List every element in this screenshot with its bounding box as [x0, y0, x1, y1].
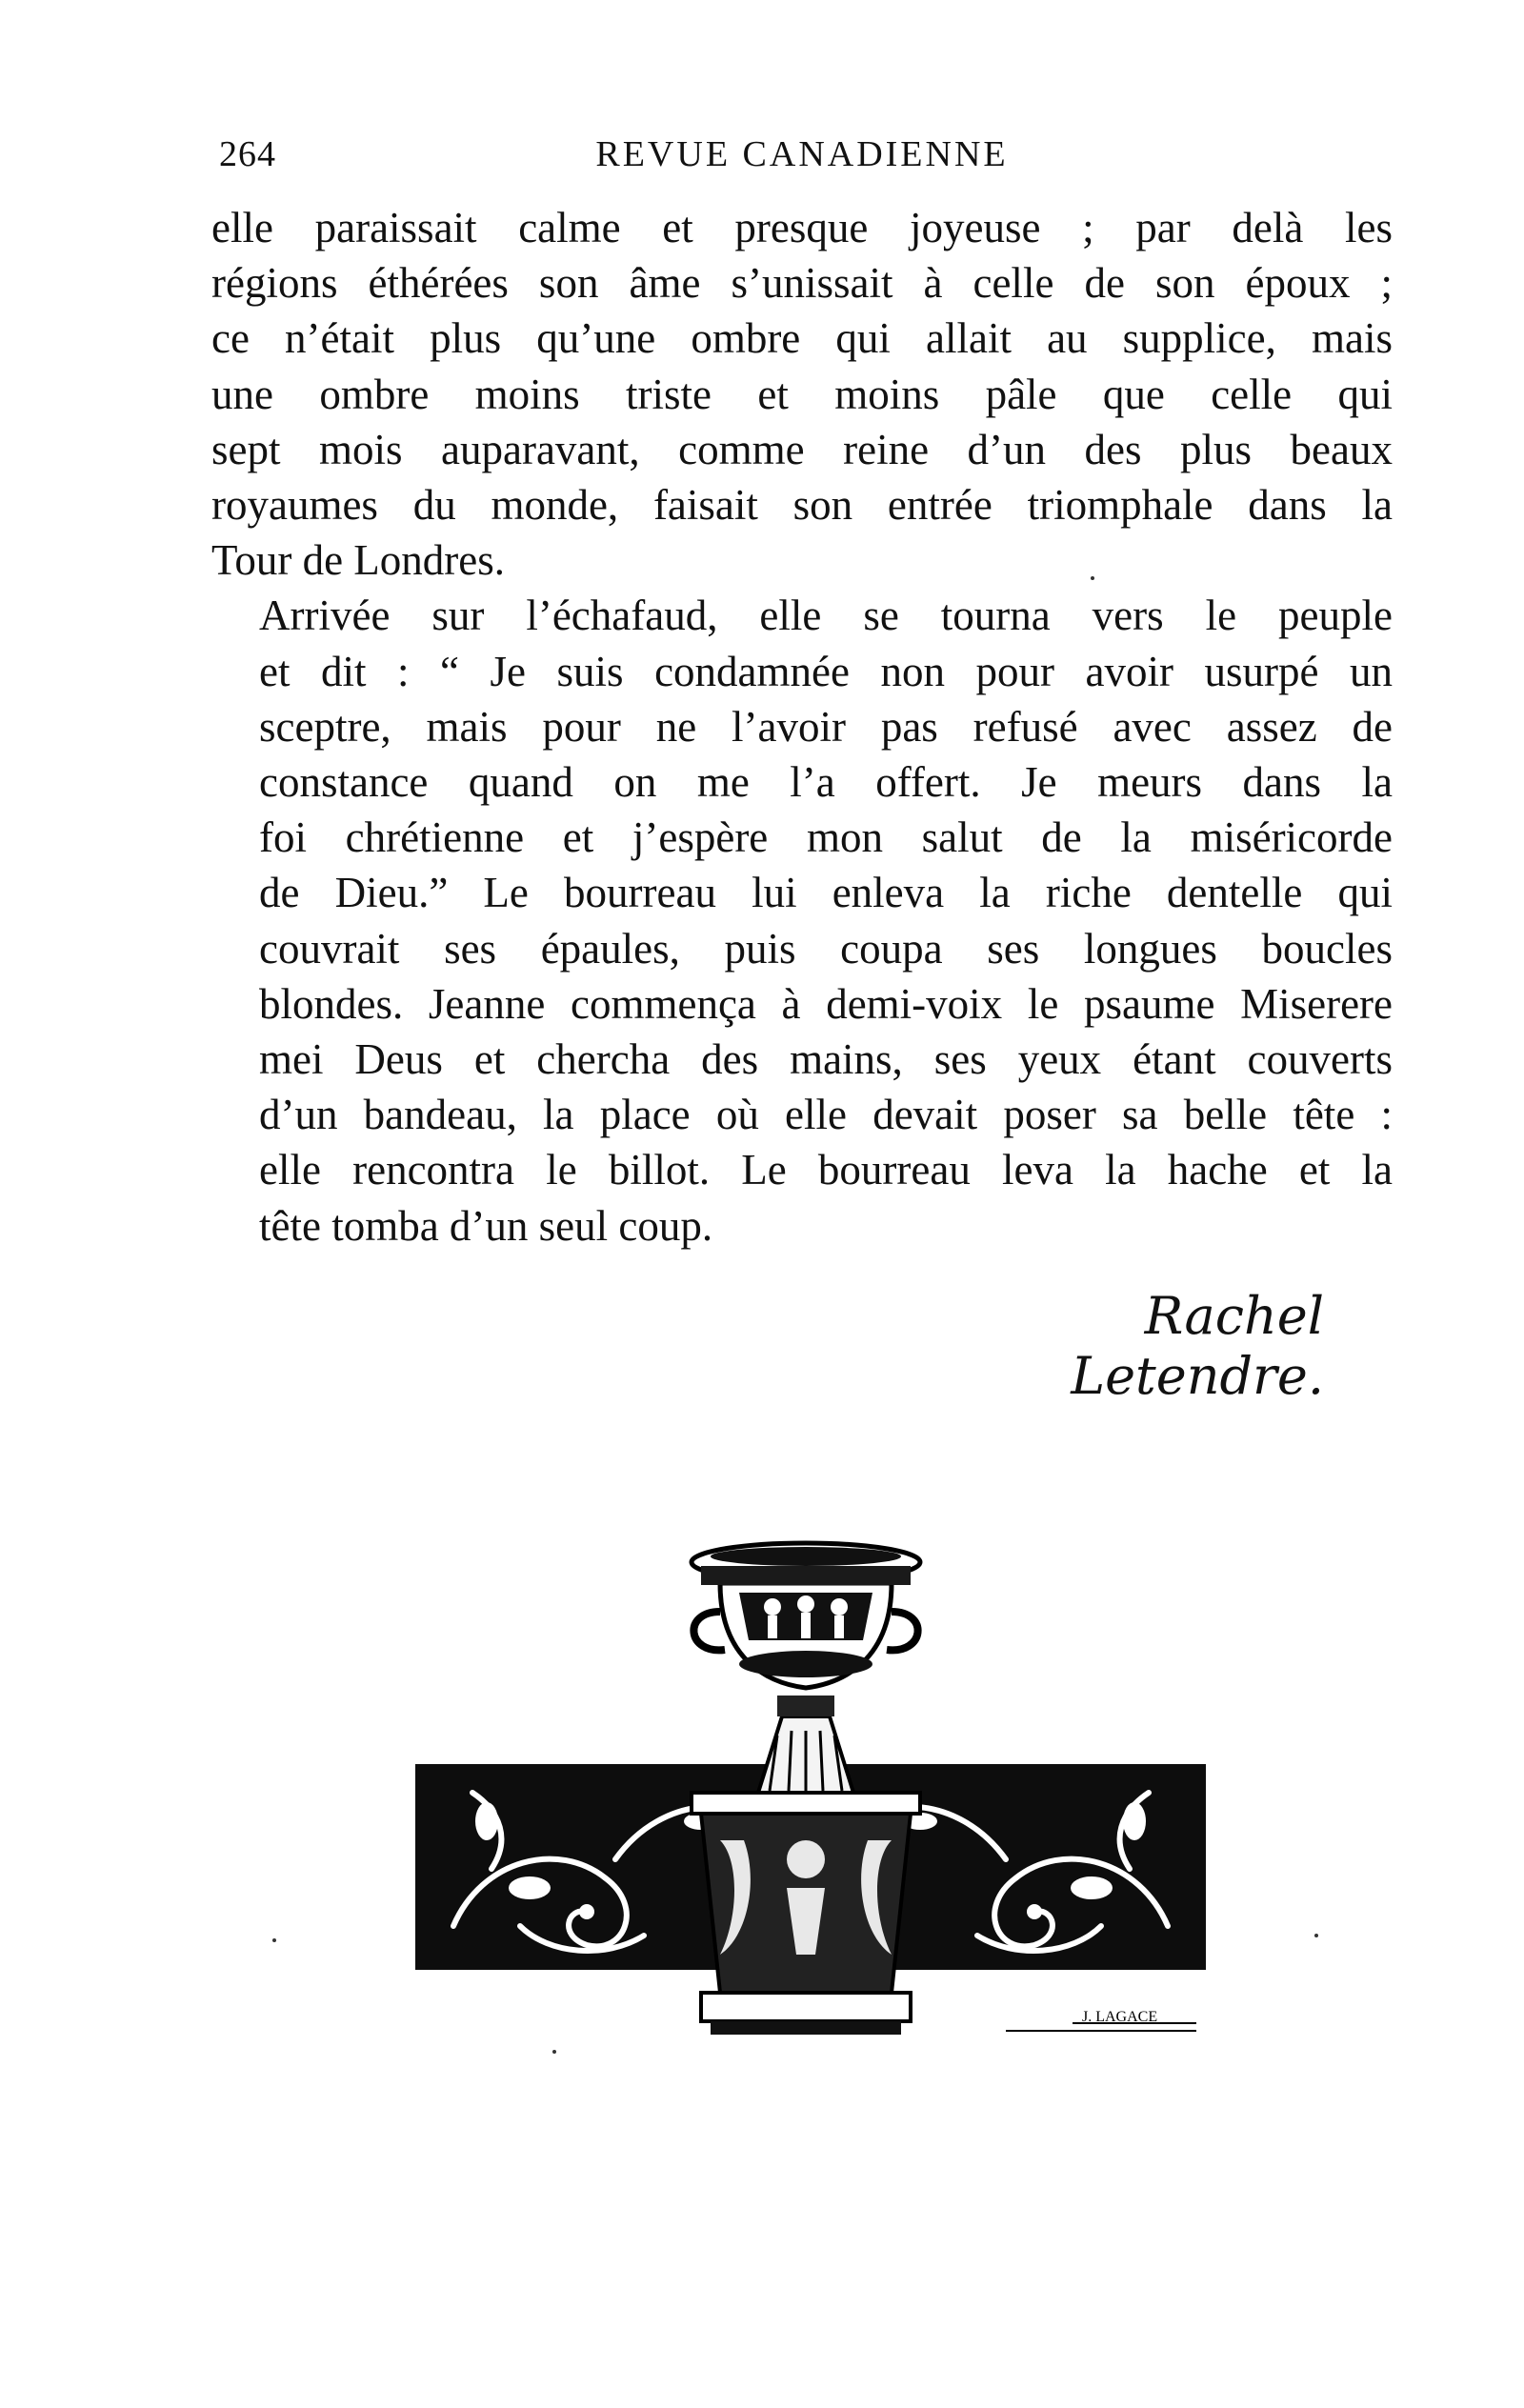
- speck: [552, 2050, 556, 2054]
- running-header: [211, 122, 1393, 179]
- speck: [1091, 576, 1094, 580]
- speck: [272, 1938, 276, 1942]
- urn-ornament-icon: [415, 1478, 1215, 2059]
- text-line: elle paraissait calme et presque joyeuse ; par delà les: [211, 204, 1393, 251]
- paragraph-2: [211, 588, 1393, 1253]
- text-line: sceptre, mais pour ne l’avoir pas refusé avec assez de: [259, 702, 1393, 751]
- text-line: une ombre moins triste et moins pâle que celle qui: [211, 370, 1393, 418]
- page-number: 264: [219, 134, 276, 174]
- speck: [1314, 1934, 1318, 1937]
- text-line: et dit : “ Je suis condamnée non pour avoir usurpé un: [259, 647, 1393, 695]
- text-line: régions éthérées son âme s’unissait à celle de son époux ;: [211, 259, 1393, 308]
- text-line: blondes. Jeanne commença à demi-voix le psaume Miserere: [259, 979, 1393, 1028]
- text-line: Tour de Londres.: [211, 536, 506, 585]
- text-line: Arrivée sur l’échafaud, elle se tourna vers le peuple: [259, 592, 1393, 640]
- text-line: d’un bandeau, la place où elle devait poser sa belle tête :: [259, 1091, 1393, 1139]
- text-line: de Dieu.” Le bourreau lui enleva la riche dentelle qui: [259, 869, 1393, 917]
- running-title: REVUE CANADIENNE: [595, 134, 1009, 174]
- text-line: elle rencontra le billot. Le bourreau leva la hache et la: [259, 1146, 1393, 1194]
- text-line: tête tomba d’un seul coup.: [259, 1201, 713, 1250]
- text-line: mei Deus et chercha des mains, ses yeux étant couverts: [259, 1035, 1393, 1084]
- text-line: foi chrétienne et j’espère mon salut de la miséricorde: [259, 813, 1393, 862]
- text-line: royaumes du monde, faisait son entrée triomphale dans la: [211, 481, 1393, 530]
- author-signature: Rachel Letendre.: [1071, 1286, 1324, 1406]
- text-line: ce n’était plus qu’une ombre qui allait au supplice, mais: [211, 314, 1393, 363]
- text-line: sept mois auparavant, comme reine d’un des plus beaux: [211, 425, 1393, 473]
- paragraph-1: [211, 200, 1393, 588]
- text-line: constance quand on me l’a offert. Je meurs dans la: [259, 758, 1393, 807]
- body-text: [211, 200, 1393, 1254]
- text-line: couvrait ses épaules, puis coupa ses longues boucles: [259, 924, 1393, 973]
- engraver-mark: J. LAGACE: [1082, 2009, 1158, 2025]
